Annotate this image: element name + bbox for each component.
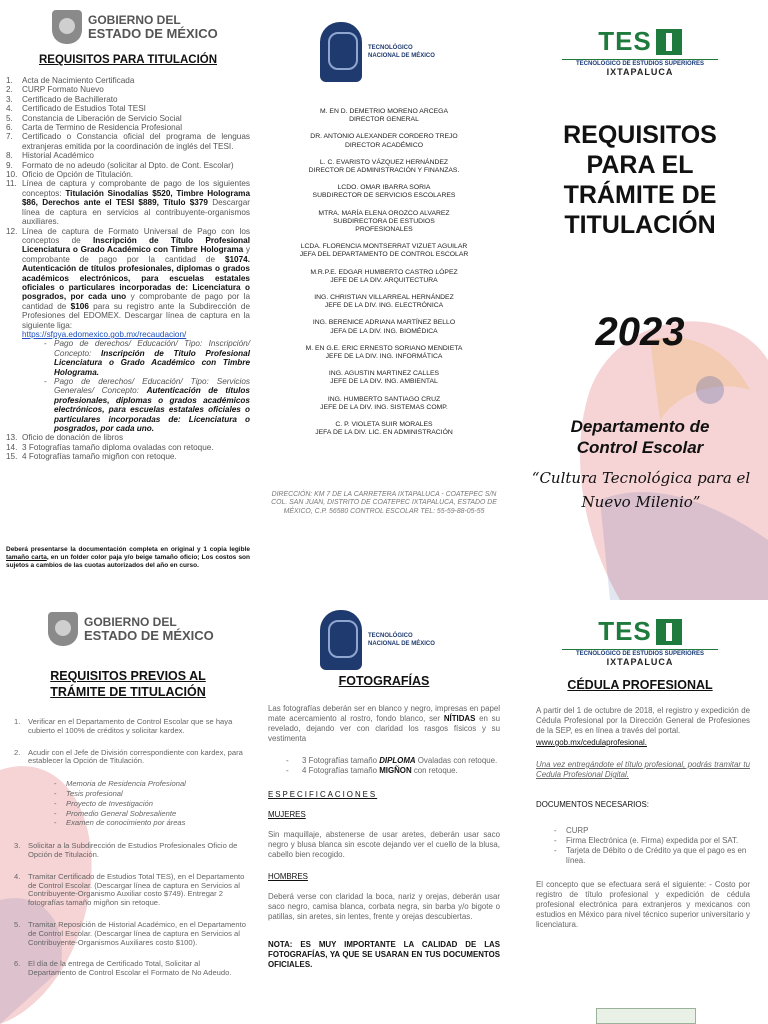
sub-item: - Pago de derechos/ Educación/ Tipo: Servicios Generales/ Concepto: Autenticación de títulos profesionales, diplomas o grados académicos electrónicos, para escuelas estatales oficiales o particulares incorporadas de: Licenciatura o posgrados, por cada uno. [44, 377, 250, 434]
logo-line1: GOBIERNO DEL [88, 13, 181, 27]
cover-year: 2023 [595, 310, 685, 354]
tecnm-logo [320, 22, 435, 82]
cedula-intro: A partir del 1 de octubre de 2018, el registro y expedición de Cédula Profesional por la Dirección General de Profesiones de la SEP, es en línea a través del portal. [536, 706, 750, 735]
tes-wordmark: TES [598, 616, 652, 646]
titulation-option: - Memoria de Residencia Profesional [54, 779, 186, 789]
staff-entry: LCDA. FLORENCIA MONTSERRAT VIZUET AGUILAR JEFA DEL DEPARTAMENTO DE CONTROL ESCOLAR [299, 243, 469, 259]
cover-title: REQUISITOS PARA EL TRÁMITE DE TITULACIÓN [563, 121, 717, 239]
titulation-option: - Promedio General Sobresaliente [54, 808, 177, 818]
list-item: 12. Línea de captura de Formato Universal de Pago con los conceptos de Inscripción de Título Profesional Licenciatura o Grado Académico con Timbre Holograma y comprobante de pago por la cantidad de $1074. Autenticación de títulos profesionales, diplomas o grados académicos electrónicos, para escuelas estatales oficiales o particulares incorporadas de: Licenciatura o posgrados, por cada uno y comprobante de pago por la cantidad de $106 para su registro ante la Subdirección de Profesiones del EDOMEX. Descargar línea de captura en la siguiente liga: https://sfpya.edomexico.gob.mx/recaudacion/ - Pago de derechos/ Educación/ Tipo: Inscripción/ Concepto: Inscripción de Título Profesional Licenciatura o Grado Académico con Timbre Holograma. - Pago de derechos/ Educación/ Tipo: Servicios Generales/ Concepto: Autenticación de títulos profesionales, diplomas o grados académicos electrónicos, para escuelas estatales oficiales o particulares incorporadas de: Licenciatura o posgrados, por cada uno. [6, 226, 251, 434]
cedula-url[interactable]: www.gob.mx/cedulaprofesional. [536, 738, 647, 747]
titulation-option: - Examen de conocimiento por áreas [54, 818, 186, 828]
photo-quality-warning: NOTA: ES MUY IMPORTANTE LA CALIDAD DE LAS FOTOGRAFÍAS, YA QUE SE USARAN EN TUS DOCUMENTOS OFICIALES. [268, 940, 500, 969]
list-item: 7. Certificado o Constancia oficial del programa de lenguas extranjeras emitida por la coordinación de inglés del TESI. [6, 132, 250, 151]
list-item: 3. Solicitar a la Subdirección de Estudios Profesionales Oficio de Opción de Titulación. [14, 841, 238, 859]
cedula-title: CÉDULA PROFESIONAL [567, 678, 713, 692]
list-item: - Firma Electrónica (e. Firma) expedida por el SAT. [554, 836, 739, 845]
address-block: DIRECCIÓN: KM 7 DE LA CARRETERA IXTAPALUCA - COATEPEC S/N COL. SAN JUAN, DISTRITO DE COATEPEC IXTAPALUCA, ESTADO DE MÉXICO, C.P. 56580 CONTROL ESCOLAR TEL: 55-59-88-05-55 [271, 491, 497, 515]
list-item: 8. Historial Académico [6, 151, 94, 161]
staff-entry: M. EN D. DEMETRIO MORENO ARCEGA DIRECTOR GENERAL [319, 108, 449, 124]
list-item: - 4 Fotografías tamaño MIGÑON con retoque. [286, 766, 458, 775]
titulation-option: - Proyecto de Investigación [54, 798, 153, 808]
men-heading: HOMBRES [268, 872, 308, 881]
list-item: 9. Formato de no adeudo (solicitar al Dpto. de Cont. Escolar) [6, 160, 234, 170]
list-item: 4. Certificado de Estudios Total TESI [6, 104, 146, 114]
tes-logo [562, 616, 718, 667]
list-item: 2. Acudir con el Jefe de División correspondiente con kardex, para establecer la Opción de Titulación. - Memoria de Residencia Profesional - Tesis profesional - Proyecto de Investigación - Promedio General Sobresaliente - Examen de conocimiento por áreas [14, 749, 246, 830]
edomex-logo [48, 612, 214, 646]
men-text: Deberá verse con claridad la boca, nariz y orejas, deberán usar saco negro, camisa blanca, corbata negra, sin barba y/o bigote o patillas, sin aretes, sin lentes, frente y orejas descubiertas. [268, 892, 500, 921]
logo-line2: ESTADO DE MÉXICO [88, 26, 218, 41]
panel-cedula [512, 600, 768, 1024]
specs-heading: ESPECIFICACIONES [268, 790, 378, 799]
logo-line1: TECNOLÓGICO [368, 45, 413, 51]
staff-entry: ING. HUMBERTO SANTIAGO CRUZ JEFE DE LA DIV. ING. SISTEMAS COMP. [320, 395, 448, 411]
tecnm-logo [320, 610, 435, 670]
document-thumbnail [596, 1008, 696, 1024]
staff-entry: M. EN G.E. ERIC ERNESTO SORIANO MENDIETA JEFE DE LA DIV. ING. INFORMÁTICA [305, 344, 463, 361]
staff-entry: M.R.P.E. EDGAR HUMBERTO CASTRO LÓPEZ JEFE DE LA DIV. ARQUITECTURA [310, 268, 458, 284]
institution-motto: “Cultura Tecnológica para el Nuevo Milenio” [531, 469, 751, 511]
documentation-note: Deberá presentarse la documentación completa en original y 1 copia legible tamaño carta, en un folder color paja y/o beige tamaño oficio; Los costos son sujetos a cambios de las cuotas autorizados del año en curso. [6, 546, 250, 570]
women-text: Sin maquillaje, abstenerse de usar aretes, deberán usar saco negro y blusa blanca sin escote dejando ver el cuello de la blusa, cabello bien recogido. [268, 830, 500, 859]
requirements-title: REQUISITOS PARA TITULACIÓN [38, 54, 218, 66]
panel-cover [512, 0, 768, 595]
women-heading: MUJERES [268, 810, 306, 819]
logo-line2: NACIONAL DE MÉXICO [368, 53, 435, 59]
list-item: 5. Tramitar Reposición de Historial Académico, en el Departamento de Control Escolar. (Descargar línea de captura en Servicios al Contribuyente-Organismos Auxiliares costo $100). [14, 919, 246, 947]
photos-intro: Las fotografías deberán ser en blanco y negro, impresas en papel mate acercamiento al rostro, fondo blanco, ser NÍTIDAS en su revelado, dejando ver con claridad los rasgos físicos y su vestimenta [268, 704, 500, 743]
staff-entry: ING. BERENICE ADRIANA MARTÍNEZ BELLO JEFA DE LA DIV. ING. BIOMÉDICA [312, 319, 456, 335]
list-item: 11. Línea de captura y comprobante de pago de los siguientes conceptos: Titulación Sinodalías $520, Timbre Holograma $86, Derechos ante el TESI $889, Título $379 Descargar línea de captura en servicios al contribuyente-organismos auxiliares. [6, 179, 251, 227]
logo-line1: GOBIERNO DEL [84, 615, 177, 629]
titulation-option: - Tesis profesional [54, 788, 123, 798]
list-item: 10. Oficio de Opción de Titulación. [6, 170, 134, 180]
staff-entry: LCDO. OMAR IBARRA SORIA SUBDIRECTOR DE SERVICIOS ESCOLARES [312, 184, 456, 200]
list-item: 5. Constancia de Liberación de Servicio Social [6, 113, 182, 123]
panel-fotografias [256, 600, 512, 1024]
recaudacion-link[interactable]: https://sfpya.edomexico.gob.mx/recaudacion/ [22, 329, 187, 339]
tes-city: IXTAPALUCA [606, 67, 674, 77]
docs-list [554, 826, 750, 866]
edomex-shield-icon [52, 10, 82, 44]
logo-line1: TECNOLÓGICO [368, 633, 413, 639]
staff-directory [266, 108, 502, 446]
list-item: 14. 3 Fotografías tamaño diploma ovaladas con retoque. [6, 442, 214, 452]
edomex-shield-icon [48, 612, 78, 646]
list-item: - 3 Fotografías tamaño DIPLOMA Ovaladas con retoque. [286, 756, 498, 765]
staff-entry: ING. AGUSTIN MARTINEZ CALLES JEFE DE LA DIV. ING. AMBIENTAL [328, 370, 440, 386]
list-item: - Tarjeta de Débito o de Crédito ya que el pago es en línea. [554, 846, 747, 865]
panel-requisitos [0, 0, 256, 595]
tes-subtitle: TECNOLÓGICO DE ESTUDIOS SUPERIORES [562, 59, 718, 67]
list-item: - CURP [554, 826, 589, 835]
sub-item: - Pago de derechos/ Educación/ Tipo: Inscripción/ Concepto: Inscripción de Título Profesional Licenciatura o Grado Académico con Timbre Holograma. [44, 339, 250, 377]
panel-directorio [256, 0, 512, 595]
photo-sizes [286, 756, 500, 776]
staff-entry: MTRA. MARÍA ELENA OROZCO ALVAREZ SUBDIRECTORA DE ESTUDIOS PROFESIONALES [318, 209, 450, 234]
staff-entry: DR. ANTONIO ALEXANDER CORDERO TREJO DIRECTOR ACADÉMICO [310, 133, 458, 149]
tes-wordmark: TES [598, 26, 652, 56]
prev-requirements-list [14, 718, 246, 991]
staff-entry: L. C. EVARISTO VÁZQUEZ HERNÁNDEZ DIRECTOR DE ADMINISTRACIÓN Y FINANZAS. [308, 158, 460, 175]
edomex-logo [52, 10, 218, 44]
list-item: 6. El día de la entrega de Certificado Total, Solicitar al Departamento de Control Escolar el Formato de No Adeudo. [14, 959, 232, 978]
list-item: 2. CURP Formato Nuevo [6, 85, 104, 95]
tes-subtitle: TECNOLÓGICO DE ESTUDIOS SUPERIORES [562, 649, 718, 657]
list-item: 13. Oficio de donación de libros [6, 433, 124, 443]
photos-body [268, 704, 500, 982]
logo-line2: NACIONAL DE MÉXICO [368, 641, 435, 647]
tes-city: IXTAPALUCA [606, 657, 674, 667]
cedula-body [536, 706, 750, 942]
list-item: 4. Tramitar Certificado de Estudios Total TES), en el Departamento de Control Escolar. (Descargar línea de captura en Servicios al Contribuyente-Organismo Auxiliar costo $749). Entregar 2 fotografías tamaño migñon sin retoque. [14, 871, 245, 908]
list-item: 15. 4 Fotografías tamaño migñon con retoque. [6, 452, 177, 462]
list-item: 1. Acta de Nacimiento Certificada [6, 76, 135, 85]
staff-entry: C. P. VIOLETA SUIR MORALES JEFA DE LA DIV. LIC. EN ADMINISTRACIÓN [315, 421, 453, 437]
docs-heading: DOCUMENTOS NECESARIOS: [536, 800, 649, 809]
staff-entry: ING. CHRISTIAN VILLARREAL HERNÁNDEZ JEFE DE LA DIV. ING. ELECTRÓNICA [314, 294, 454, 310]
prev-requirements-title: REQUISITOS PREVIOS AL TRÁMITE DE TITULACIÓN [50, 669, 206, 699]
concept-text: El concepto que se efectuara será el siguiente: - Costo por registro de título profesional y expedición de cédula profesional electrónica para extranjeros y mexicanos con estudios en México para nivel técnico superior universitario y licenciatura. [536, 880, 750, 929]
requirements-list [6, 76, 250, 462]
tecnm-emblem-icon [320, 610, 362, 670]
tes-emblem-icon [656, 29, 682, 55]
panel-requisitos-previos [0, 600, 256, 1024]
tes-logo [562, 26, 718, 77]
list-item: 1. Verificar en el Departamento de Control Escolar que se haya cubierto el 100% de créditos y solicitar kardex. [14, 717, 233, 735]
department-name: Departamento de Control Escolar [570, 417, 710, 457]
list-item: 3. Certificado de Bachillerato [6, 94, 118, 104]
logo-line2: ESTADO DE MÉXICO [84, 628, 214, 643]
list-item: 6. Carta de Termino de Residencia Profesional [6, 123, 183, 133]
tes-emblem-icon [656, 619, 682, 645]
tecnm-emblem-icon [320, 22, 362, 82]
cedula-digital-note: Una vez entregándote el título profesional, podrás tramitar tu Cedula Profesional Digital. [536, 760, 750, 779]
photos-title: FOTOGRAFÍAS [338, 674, 430, 688]
